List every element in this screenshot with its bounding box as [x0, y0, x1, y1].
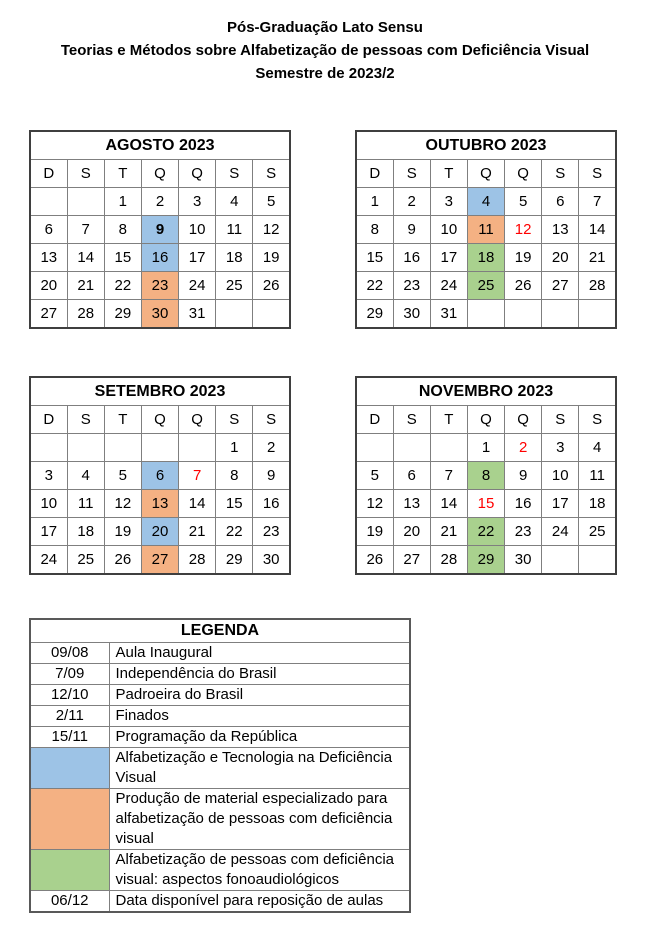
day-cell: 23 — [393, 272, 430, 300]
day-cell: 1 — [467, 434, 504, 462]
calendar-title-row — [356, 131, 616, 160]
weekday-header: Q — [467, 160, 504, 188]
day-cell: 25 — [579, 518, 616, 546]
empty-day-cell — [30, 434, 67, 462]
day-cell: 7 — [579, 188, 616, 216]
legend-row — [30, 789, 410, 850]
day-cell: 1 — [216, 434, 253, 462]
day-cell: 8 — [467, 462, 504, 490]
day-cell: 19 — [356, 518, 393, 546]
day-cell: 17 — [542, 490, 579, 518]
legend-date: 09/08 — [30, 643, 109, 664]
day-cell: 12 — [505, 216, 542, 244]
week-row — [30, 216, 290, 244]
day-cell: 2 — [505, 434, 542, 462]
week-row — [30, 244, 290, 272]
empty-day-cell — [393, 434, 430, 462]
day-cell: 20 — [141, 518, 178, 546]
day-cell: 18 — [67, 518, 104, 546]
day-cell: 7 — [179, 462, 216, 490]
calendar-september — [29, 376, 291, 575]
day-cell: 26 — [104, 546, 141, 575]
week-row — [356, 490, 616, 518]
calendar-title-row — [356, 377, 616, 406]
day-cell: 4 — [216, 188, 253, 216]
empty-day-cell — [467, 300, 504, 329]
calendar-month-title: SETEMBRO 2023 — [30, 377, 290, 406]
calendar-august — [29, 130, 291, 329]
legend-row — [30, 891, 410, 913]
day-cell: 7 — [67, 216, 104, 244]
weekday-header: T — [430, 406, 467, 434]
day-cell: 25 — [67, 546, 104, 575]
day-cell: 21 — [67, 272, 104, 300]
day-cell: 22 — [216, 518, 253, 546]
day-cell: 19 — [104, 518, 141, 546]
day-cell: 6 — [141, 462, 178, 490]
weekday-header: Q — [141, 160, 178, 188]
day-cell: 23 — [505, 518, 542, 546]
legend-description: Programação da República — [109, 727, 410, 748]
weekday-header: S — [579, 160, 616, 188]
weekday-header: S — [67, 406, 104, 434]
day-cell: 14 — [579, 216, 616, 244]
legend-description: Alfabetização de pessoas com deficiência visual: aspectos fonoaudiológicos — [109, 850, 410, 891]
day-cell: 3 — [542, 434, 579, 462]
day-cell: 31 — [179, 300, 216, 329]
day-cell: 22 — [467, 518, 504, 546]
legend-date: 15/11 — [30, 727, 109, 748]
day-cell: 24 — [542, 518, 579, 546]
weekday-header: T — [104, 406, 141, 434]
day-cell: 27 — [542, 272, 579, 300]
day-cell: 3 — [179, 188, 216, 216]
legend-row — [30, 685, 410, 706]
day-cell: 6 — [393, 462, 430, 490]
day-cell: 19 — [505, 244, 542, 272]
weekday-header: Q — [505, 406, 542, 434]
day-cell: 12 — [104, 490, 141, 518]
day-cell: 9 — [253, 462, 290, 490]
calendar-month-title: NOVEMBRO 2023 — [356, 377, 616, 406]
day-cell: 21 — [430, 518, 467, 546]
legend-description: Alfabetização e Tecnologia na Deficiência Visual — [109, 748, 410, 789]
day-cell: 16 — [393, 244, 430, 272]
legend-title: LEGENDA — [30, 619, 410, 643]
day-cell: 29 — [467, 546, 504, 575]
week-row — [356, 244, 616, 272]
week-row — [30, 518, 290, 546]
day-cell: 18 — [467, 244, 504, 272]
page-header — [0, 16, 650, 85]
day-cell: 25 — [467, 272, 504, 300]
week-row — [356, 462, 616, 490]
weekday-header: Q — [179, 160, 216, 188]
week-row — [30, 434, 290, 462]
blue-color-swatch — [30, 748, 109, 789]
weekday-header: D — [30, 406, 67, 434]
weekday-header: D — [356, 160, 393, 188]
weekday-header: S — [216, 406, 253, 434]
week-row — [30, 188, 290, 216]
day-cell: 29 — [104, 300, 141, 329]
day-cell: 22 — [356, 272, 393, 300]
calendar-october — [355, 130, 617, 329]
day-cell: 5 — [356, 462, 393, 490]
legend-row — [30, 727, 410, 748]
day-cell: 17 — [179, 244, 216, 272]
day-cell: 20 — [393, 518, 430, 546]
day-cell: 26 — [253, 272, 290, 300]
week-row — [30, 300, 290, 329]
weekday-header: Q — [505, 160, 542, 188]
empty-day-cell — [356, 434, 393, 462]
weekday-header: S — [216, 160, 253, 188]
day-cell: 20 — [542, 244, 579, 272]
day-cell: 16 — [141, 244, 178, 272]
weekday-header: Q — [467, 406, 504, 434]
legend-description: Independência do Brasil — [109, 664, 410, 685]
empty-day-cell — [67, 188, 104, 216]
week-row — [356, 546, 616, 575]
day-cell: 15 — [467, 490, 504, 518]
day-cell: 2 — [393, 188, 430, 216]
weekday-header: Q — [141, 406, 178, 434]
empty-day-cell — [579, 546, 616, 575]
day-cell: 24 — [30, 546, 67, 575]
day-cell: 4 — [67, 462, 104, 490]
day-cell: 12 — [356, 490, 393, 518]
calendar-month-title: AGOSTO 2023 — [30, 131, 290, 160]
weekday-header-row — [30, 406, 290, 434]
day-cell: 27 — [30, 300, 67, 329]
day-cell: 21 — [579, 244, 616, 272]
legend-description: Data disponível para reposição de aulas — [109, 891, 410, 913]
week-row — [356, 188, 616, 216]
day-cell: 13 — [393, 490, 430, 518]
empty-day-cell — [505, 300, 542, 329]
day-cell: 29 — [216, 546, 253, 575]
legend-row — [30, 850, 410, 891]
week-row — [356, 300, 616, 329]
weekday-header: T — [104, 160, 141, 188]
calendar-title-row — [30, 131, 290, 160]
legend-row — [30, 664, 410, 685]
day-cell: 29 — [356, 300, 393, 329]
empty-day-cell — [179, 434, 216, 462]
legend-date: 2/11 — [30, 706, 109, 727]
day-cell: 10 — [542, 462, 579, 490]
day-cell: 20 — [30, 272, 67, 300]
weekday-header-row — [30, 160, 290, 188]
week-row — [30, 272, 290, 300]
weekday-header-row — [356, 160, 616, 188]
weekday-header: Q — [179, 406, 216, 434]
day-cell: 15 — [216, 490, 253, 518]
day-cell: 28 — [430, 546, 467, 575]
day-cell: 15 — [104, 244, 141, 272]
weekday-header: S — [253, 160, 290, 188]
day-cell: 23 — [253, 518, 290, 546]
day-cell: 26 — [505, 272, 542, 300]
day-cell: 13 — [30, 244, 67, 272]
calendar-table-august — [29, 130, 291, 329]
legend-description: Produção de material especializado para alfabetização de pessoas com deficiência visual — [109, 789, 410, 850]
weekday-header: T — [430, 160, 467, 188]
weekday-header-row — [356, 406, 616, 434]
semester-title: Semestre de 2023/2 — [255, 65, 395, 82]
week-row — [30, 462, 290, 490]
weekday-header: S — [67, 160, 104, 188]
week-row — [356, 434, 616, 462]
day-cell: 13 — [141, 490, 178, 518]
weekday-header: D — [30, 160, 67, 188]
empty-day-cell — [542, 300, 579, 329]
day-cell: 2 — [253, 434, 290, 462]
empty-day-cell — [67, 434, 104, 462]
day-cell: 24 — [179, 272, 216, 300]
legend-date: 12/10 — [30, 685, 109, 706]
day-cell: 5 — [104, 462, 141, 490]
empty-day-cell — [216, 300, 253, 329]
course-name-title: Teorias e Métodos sobre Alfabetização de pessoas com Deficiência Visual — [60, 42, 590, 59]
calendar-month-title: OUTUBRO 2023 — [356, 131, 616, 160]
empty-day-cell — [141, 434, 178, 462]
day-cell: 13 — [542, 216, 579, 244]
day-cell: 19 — [253, 244, 290, 272]
day-cell: 5 — [253, 188, 290, 216]
day-cell: 12 — [253, 216, 290, 244]
day-cell: 23 — [141, 272, 178, 300]
day-cell: 27 — [141, 546, 178, 575]
orange-color-swatch — [30, 789, 109, 850]
day-cell: 3 — [30, 462, 67, 490]
day-cell: 14 — [67, 244, 104, 272]
day-cell: 25 — [216, 272, 253, 300]
day-cell: 30 — [393, 300, 430, 329]
day-cell: 16 — [253, 490, 290, 518]
day-cell: 10 — [430, 216, 467, 244]
week-row — [356, 216, 616, 244]
calendar-table-september — [29, 376, 291, 575]
calendar-table-october — [355, 130, 617, 329]
day-cell: 30 — [141, 300, 178, 329]
day-cell: 4 — [579, 434, 616, 462]
day-cell: 9 — [393, 216, 430, 244]
empty-day-cell — [542, 546, 579, 575]
legend-section — [29, 618, 411, 913]
day-cell: 1 — [356, 188, 393, 216]
legend-header-row — [30, 619, 410, 643]
day-cell: 28 — [579, 272, 616, 300]
empty-day-cell — [104, 434, 141, 462]
calendar-november — [355, 376, 617, 575]
day-cell: 9 — [141, 216, 178, 244]
weekday-header: D — [356, 406, 393, 434]
calendar-table-november — [355, 376, 617, 575]
day-cell: 14 — [430, 490, 467, 518]
empty-day-cell — [579, 300, 616, 329]
day-cell: 14 — [179, 490, 216, 518]
empty-day-cell — [430, 434, 467, 462]
day-cell: 21 — [179, 518, 216, 546]
day-cell: 11 — [579, 462, 616, 490]
weekday-header: S — [393, 406, 430, 434]
day-cell: 24 — [430, 272, 467, 300]
weekday-header: S — [579, 406, 616, 434]
day-cell: 1 — [104, 188, 141, 216]
week-row — [356, 272, 616, 300]
weekday-header: S — [542, 406, 579, 434]
day-cell: 4 — [467, 188, 504, 216]
legend-date: 7/09 — [30, 664, 109, 685]
day-cell: 17 — [430, 244, 467, 272]
day-cell: 26 — [356, 546, 393, 575]
day-cell: 28 — [179, 546, 216, 575]
weekday-header: S — [253, 406, 290, 434]
empty-day-cell — [30, 188, 67, 216]
legend-table — [29, 618, 411, 913]
calendar-title-row — [30, 377, 290, 406]
day-cell: 28 — [67, 300, 104, 329]
day-cell: 5 — [505, 188, 542, 216]
day-cell: 7 — [430, 462, 467, 490]
day-cell: 6 — [30, 216, 67, 244]
day-cell: 18 — [579, 490, 616, 518]
day-cell: 8 — [356, 216, 393, 244]
day-cell: 11 — [216, 216, 253, 244]
day-cell: 10 — [179, 216, 216, 244]
day-cell: 11 — [67, 490, 104, 518]
day-cell: 11 — [467, 216, 504, 244]
legend-row — [30, 643, 410, 664]
legend-description: Aula Inaugural — [109, 643, 410, 664]
green-color-swatch — [30, 850, 109, 891]
day-cell: 17 — [30, 518, 67, 546]
day-cell: 9 — [505, 462, 542, 490]
legend-row — [30, 706, 410, 727]
day-cell: 30 — [505, 546, 542, 575]
legend-date: 06/12 — [30, 891, 109, 913]
legend-description: Padroeira do Brasil — [109, 685, 410, 706]
week-row — [30, 490, 290, 518]
week-row — [30, 546, 290, 575]
course-program-title: Pós-Graduação Lato Sensu — [227, 19, 423, 36]
weekday-header: S — [542, 160, 579, 188]
empty-day-cell — [253, 300, 290, 329]
week-row — [356, 518, 616, 546]
day-cell: 22 — [104, 272, 141, 300]
day-cell: 31 — [430, 300, 467, 329]
legend-row — [30, 748, 410, 789]
day-cell: 10 — [30, 490, 67, 518]
weekday-header: S — [393, 160, 430, 188]
day-cell: 8 — [216, 462, 253, 490]
legend-description: Finados — [109, 706, 410, 727]
day-cell: 15 — [356, 244, 393, 272]
day-cell: 18 — [216, 244, 253, 272]
day-cell: 16 — [505, 490, 542, 518]
day-cell: 8 — [104, 216, 141, 244]
day-cell: 30 — [253, 546, 290, 575]
day-cell: 3 — [430, 188, 467, 216]
day-cell: 6 — [542, 188, 579, 216]
day-cell: 2 — [141, 188, 178, 216]
day-cell: 27 — [393, 546, 430, 575]
